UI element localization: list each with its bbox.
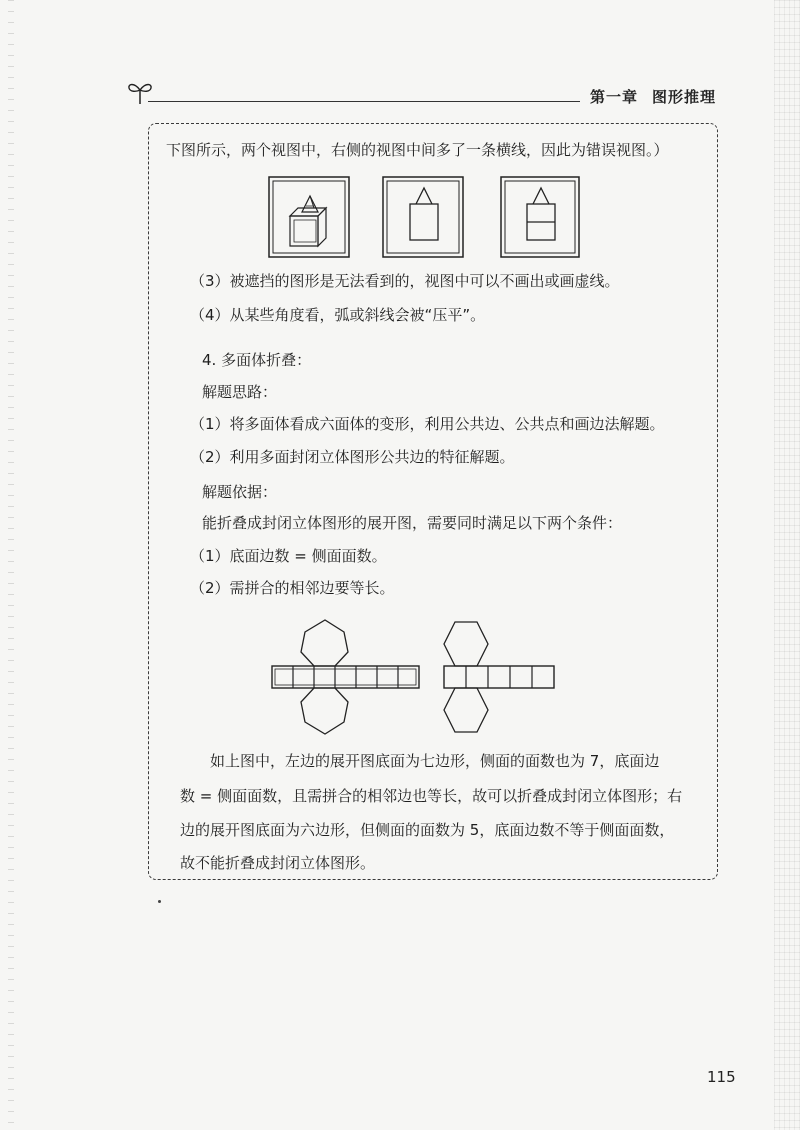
- approach-2: （2）利用多面封闭立体图形公共边的特征解题。: [190, 448, 515, 466]
- basis-intro: 能折叠成封闭立体图形的展开图，需要同时满足以下两个条件：: [202, 514, 623, 532]
- heptagon-net: [272, 620, 419, 734]
- chapter-label: 第一章: [590, 88, 639, 106]
- explain-line-4: 故不能折叠成封闭立体图形。: [180, 854, 376, 872]
- explain-line-3: 边的展开图底面为六边形，但侧面的面数为 5，底面边数不等于侧面面数，: [180, 821, 675, 839]
- basis-1: （1）底面边数 = 侧面面数。: [190, 547, 387, 565]
- rule-3: （3）被遮挡的图形是无法看到的，视图中可以不画出或画虚线。: [190, 272, 620, 290]
- running-header: [590, 86, 716, 107]
- chapter-title: 图形推理: [652, 88, 717, 106]
- scan-edge-right: [774, 0, 800, 1130]
- basis-label: 解题依据：: [202, 483, 278, 501]
- section-title: 4. 多面体折叠：: [202, 351, 312, 369]
- approach-1: （1）将多面体看成六面体的变形，利用公共边、公共点和画边法解题。: [190, 415, 665, 433]
- three-views-figure: [268, 176, 580, 258]
- intro-line: 下图所示，两个视图中，右侧的视图中间多了一条横线，因此为错误视图。）: [166, 141, 669, 159]
- explain-line-2: 数 = 侧面面数，且需拼合的相邻边也等长，故可以折叠成封闭立体图形；右: [180, 787, 683, 805]
- nets-figure: [268, 612, 558, 738]
- basis-2: （2）需拼合的相邻边要等长。: [190, 579, 395, 597]
- scan-edge-left: [8, 0, 14, 1130]
- correct-view: [383, 177, 463, 257]
- page-number: 115: [707, 1068, 736, 1086]
- rule-4: （4）从某些角度看，弧或斜线会被“压平”。: [190, 306, 486, 324]
- scan-speck: [158, 900, 161, 903]
- explain-line-1: 如上图中，左边的展开图底面为七边形，侧面的面数也为 7，底面边: [210, 752, 660, 770]
- cube-perspective-view: [269, 177, 349, 257]
- wrong-view: [501, 177, 579, 257]
- hexagon-net: [444, 622, 554, 732]
- sprout-icon: [126, 80, 154, 106]
- approach-label: 解题思路：: [202, 383, 278, 401]
- header-rule: [148, 101, 580, 102]
